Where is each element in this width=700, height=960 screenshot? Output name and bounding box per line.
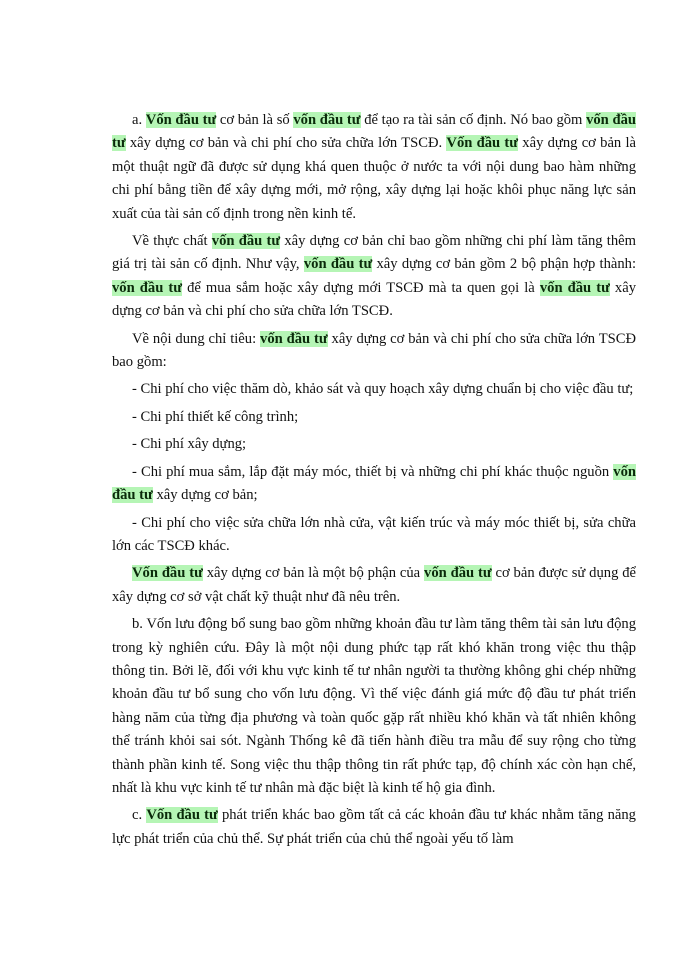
list-item-repair-costs <box>112 512 636 559</box>
highlighted-term: vốn đầu tư <box>424 565 492 582</box>
text-segment: xây dựng cơ bản chỉ bao gồm những chi phí làm tăng thêm giá trị tài sản cố định. Như vậy, <box>112 233 636 273</box>
text-segment: - Chi phí mua sắm, lắp đặt máy móc, thiết bị và những chi phí khác thuộc nguồn <box>132 463 614 480</box>
highlighted-term: Vốn đầu tư <box>146 807 218 824</box>
text-segment: c. <box>132 807 147 824</box>
highlighted-term: vốn đầu tư <box>293 112 361 128</box>
text-segment: xây dựng cơ bản là một thuật ngữ đã được sử dụng khá quen thuộc ở nước ta với nội dung bao hàm những chi phí bằng tiền để xây dựng mới, mở rộng, xây dựng lại hoặc khôi phục năng lực sản xuất của tài sản cố định trong nền kinh tế. <box>112 135 637 222</box>
paragraph-content-indicator <box>112 328 636 375</box>
highlighted-term: vốn đầu tư <box>539 279 610 296</box>
text-segment: b. Vốn lưu động bổ sung bao gồm những khoản đầu tư làm tăng thêm tài sản lưu động trong kỳ nghiên cứu. Đây là một nội dung phức tạp rất khó khăn trong việc thu thập thông tin. Bởi lẽ, đối với khu vực kinh tế tư nhân người ta thường không ghi chép những khoản đầu tư bổ sung cho vốn lưu động. Vì thế việc đánh giá mức độ đầu tư phát triển hàng năm của từng địa phương và toàn quốc gặp rất nhiều khó khăn và tất nhiên không thể tránh khỏi sai sót. Ngành Thống kê đã tiến hành điều tra mẫu để suy rộng cho từng thành phần kinh tế. Song việc thu thập thông tin rất phức tạp, độ chính xác còn hạn chế, nhất là khu vực kinh tế tư nhân mà đặc biệt là kinh tế hộ gia đình. <box>112 616 636 796</box>
paragraph-capital-part <box>112 562 636 609</box>
highlighted-term: Vốn đầu tư <box>446 135 519 152</box>
text-segment: Về thực chất <box>132 233 212 250</box>
highlighted-term: vốn đầu tư <box>303 256 373 273</box>
text-segment: cơ bản là số <box>216 112 294 128</box>
document-page <box>112 109 636 851</box>
paragraph-b-working-capital <box>112 613 636 800</box>
highlighted-term: vốn đầu tư <box>112 463 636 504</box>
list-item-design-costs <box>112 406 636 429</box>
text-segment: xây dựng cơ bản và chi phí cho sửa chữa lớn TSCĐ bao gồm: <box>112 330 637 371</box>
highlighted-term: vốn đầu tư <box>260 330 328 347</box>
text-segment: cơ bản được sử dụng để xây dựng cơ sở vật chất kỹ thuật như đã nêu trên. <box>112 565 637 605</box>
list-item-equipment-costs <box>112 461 636 508</box>
text-segment: xây dựng cơ bản; <box>152 487 258 504</box>
text-segment: - Chi phí thiết kế công trình; <box>132 408 299 425</box>
highlighted-term: vốn đầu tư <box>211 233 281 250</box>
text-segment: xây dựng cơ bản là một bộ phận của <box>202 565 425 582</box>
text-segment: xây dựng cơ bản gồm 2 bộ phận hợp thành: <box>372 256 636 273</box>
text-segment: - Chi phí cho việc sửa chữa lớn nhà cửa, vật kiến trúc và máy móc thiết bị, sửa chữa lớn các TSCĐ khác. <box>112 514 636 554</box>
text-segment: phát triển khác bao gồm tất cả các khoản đầu tư khác nhằm tăng năng lực phát triển của chủ thể. Sự phát triển của chủ thể ngoài yếu tố làm <box>112 807 636 847</box>
text-segment: để tạo ra tài sản cố định. Nó bao gồm <box>360 112 587 128</box>
highlighted-term: Vốn đầu tư <box>145 112 217 128</box>
highlighted-term: vốn đầu tư <box>112 279 182 296</box>
text-segment: xây dựng cơ bản và chi phí cho sửa chữa lớn TSCĐ. <box>112 279 636 320</box>
list-item-construction-costs <box>112 433 636 456</box>
highlighted-term: vốn đầu tư <box>112 112 636 152</box>
text-segment: để mua sắm hoặc xây dựng mới TSCĐ mà ta quen gọi là <box>182 279 540 296</box>
paragraph-essence <box>112 230 636 324</box>
paragraph-a-fixed-capital <box>112 109 636 226</box>
text-segment: - Chi phí xây dựng; <box>132 436 247 453</box>
text-segment: - Chi phí cho việc thăm dò, khảo sát và quy hoạch xây dựng chuẩn bị cho việc đầu tư; <box>132 381 634 398</box>
highlighted-term: Vốn đầu tư <box>132 565 203 582</box>
list-item-survey-costs <box>112 378 636 401</box>
paragraph-c-other-investment <box>112 804 636 851</box>
text-segment: a. <box>132 112 146 128</box>
text-segment: Về nội dung chỉ tiêu: <box>132 330 261 347</box>
text-segment: xây dựng cơ bản và chi phí cho sửa chữa lớn TSCĐ. <box>125 135 447 152</box>
